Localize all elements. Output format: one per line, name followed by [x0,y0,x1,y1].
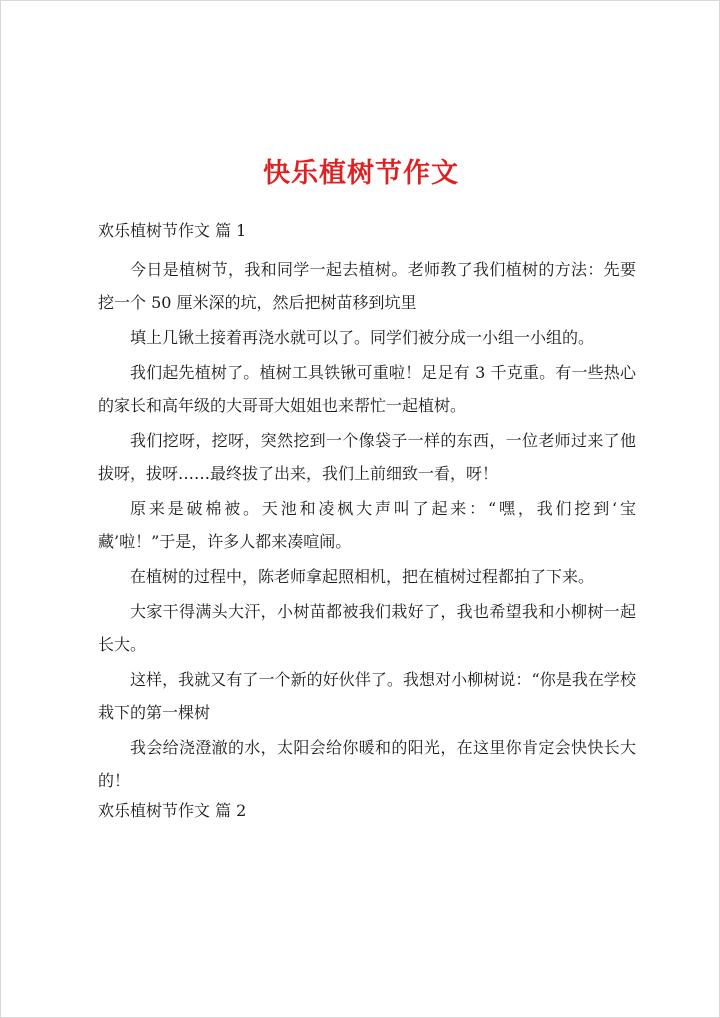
paragraph: 我们起先植树了。植树工具铁锹可重啦！足足有 3 千克重。有一些热心的家长和高年级的大哥哥大姐姐也来帮忙一起植树。 [98,363,636,415]
paragraph: 填上几锹土接着再浇水就可以了。同学们被分成一小组一小组的。 [130,328,595,347]
document-title: 快乐植树节作文 [263,158,459,189]
paragraph: 我会给浇澄澈的水，太阳会给你暖和的阳光，在这里你肯定会快快长大的！ [98,738,636,790]
paragraph: 大家干得满头大汗，小树苗都被我们栽好了，我也希望我和小柳树一起长大。 [98,602,636,654]
paragraph: 这样，我就又有了一个新的好伙伴了。我想对小柳树说：“你是我在学校栽下的第一棵树 [98,670,636,722]
paragraph: 今日是植树节，我和同学一起去植树。老师教了我们植树的方法：先要挖一个 50 厘米深的坑，然后把树苗移到坑里 [98,260,636,312]
section-heading-1: 欢乐植树节作文 篇 1 [98,221,247,240]
paragraph: 原来是破棉被。天池和凌枫大声叫了起来：“嘿，我们挖到‘宝藏’啦！”于是，许多人都来凑喧闹。 [98,499,636,551]
document-body [98,219,636,829]
paragraph: 在植树的过程中，陈老师拿起照相机，把在植树过程都拍了下来。 [130,567,595,586]
section-heading-2: 欢乐植树节作文 篇 2 [98,801,247,820]
paragraph: 我们挖呀，挖呀，突然挖到一个像袋子一样的东西，一位老师过来了他拔呀，拔呀……最终拔了出来，我们上前细致一看，呀！ [98,431,636,483]
